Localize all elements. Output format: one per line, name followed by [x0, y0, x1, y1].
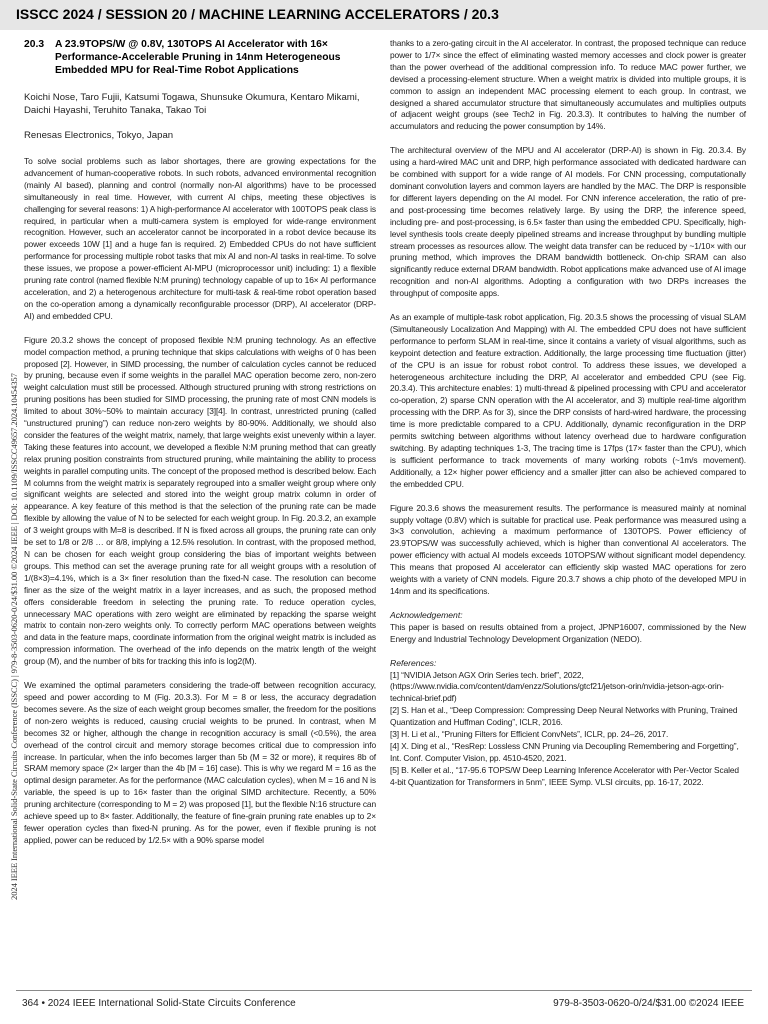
paragraph-optimal-parameters: We examined the optimal parameters considering the trade-off between recognition accuracy, speed and power according to M (Fig. 20.3.3). For M = 8 or less, the accuracy degradation becomes severe. As the size of each weight group becomes smaller, the freedom for the positions of non-zero weights is reduced, causing crucial weights to be pruned. In contrast, when M becomes 32 or higher, although the change in recognition accuracy is small (<0.5%), the area overhead of the control circuit and memory storage becomes critical due to compression info increase. In particular, when the info becomes larger than 5b (M = 32 or more), it requires 8b of SRAM memory space (2× larger than the 4b [M = 16] case). This is why we regard M = 16 as the optimal design parameter. As for the performance (MAC calculation cycles), when M = 16 and N is variable, the speed is up to 16× faster than the original SIMD architecture. Recently, a 50% pruning architecture (corresponding to M = 2) was proposed [1], but the flexible N:16 structure can achieve speed up to 8× faster. Additionally, the feature of fine-grain pruning rate enables up to 2× fewer operation cycles than fixed-N pruning. As for the power, even if flexible pruning is not applied, power can be reduced by 1/2.5× with a 90% sparse model	[24, 680, 376, 845]
reference-item: [4] X. Ding et al., “ResRep: Lossless CNN Pruning via Decoupling Remembering and Forgetting”, Int. Conf. Computer Vision, pp. 4510-4520, 2021.	[390, 740, 739, 763]
acknowledgement-heading: Acknowledgement:	[390, 609, 463, 620]
footer-divider	[16, 990, 752, 991]
reference-item: [2] S. Han et al., “Deep Compression: Compressing Deep Neural Networks with Pruning, Trained Quantization and Huffman Coding”, ICLR, 2016.	[390, 705, 738, 728]
paragraph-architecture: The architectural overview of the MPU and AI accelerator (DRP-AI) is shown in Fig. 20.3.4. By using a hard-wired MAC unit and DRP, high performance associated with dedicated hardware can be combined with support for a wide range of AI models. For CNN processing, computationally dominant convolution layers and common layers are handled by the MAC. The DRP is responsible for different layers depending on the AI model. For CNN inference acceleration, the ratio of pre- and post-processing time becomes relatively large. By using the DRP, the inference speed, including pre- and post-processing, is 6.5× faster than using the embedded CPU. Specifically, high-level synthesis tools create deeply pipelined streams and increase throughput by bundling multiple stream processes as resources allow. The weight data transfer can be reduced by ~1/10× with our pruning method, which improves the DRAM bandwidth bottleneck. On-chip SRAM can also significantly reduce external DRAM bandwidth. Robot applications make advanced use of AI image recognition and non-AI algorithms. Adopting a configuration with two DRPs increases the throughput of composite apps.	[390, 145, 746, 299]
footer-left: 364 • 2024 IEEE International Solid-State Circuits Conference	[22, 998, 296, 1009]
paragraph-power: thanks to a zero-gating circuit in the AI accelerator. In contrast, the proposed technique can reduce power to 1/7× since the effect of eliminating wasted memory accesses and clock power is greater than the power overhead of the additional compression info. To reduce MAC power further, we devised a processing-element structure. When a weight matrix is divided into multiple groups, it is common to assign an independent MAC processing element to each group. In contrast, we designed a shared accumulator structure that simultaneously accumulates and multiplies outputs of adjacent weight groups (see Tech2 in Fig. 20.3.3). It contributes to halving the number of accumulators and reducing the power consumption by 14%.	[390, 38, 746, 132]
paper-authors: Koichi Nose, Taro Fujii, Katsumi Togawa, Shunsuke Okumura, Kentaro Mikami, Daichi Hayashi, Teruhito Tanaka, Takao Toi	[24, 92, 360, 116]
paper-number: 20.3	[24, 39, 45, 50]
running-header	[0, 0, 768, 30]
footer-right: 979-8-3503-0620-0/24/$31.00 ©2024 IEEE	[553, 998, 744, 1009]
paragraph-measurement: Figure 20.3.6 shows the measurement results. The performance is measured mainly at nominal supply voltage (0.8V) which is suitable for practical use. Peak performance was measured using a 3×3 convolution, achieving a maximum performance of 130TOPS. Power efficiency of 23.9TOPS/W was successfully achieved, which is higher than conventional AI accelerators. The power efficiency with actual AI models exceeds 10TOPS/W without significant model dependency. This means that proposed AI accelerator can efficiently skip wasted MAC operations for zero weights with a variety of CNN models. Figure 20.3.7 shows a chip photo of the developed MPU in 14nm and its specifications.	[390, 502, 746, 596]
paragraph-pruning-concept: Figure 20.3.2 shows the concept of proposed flexible N:M pruning technology. As an effective model compaction method, a pruning technique that skips calculations with weighs of 0 has been proposed [2]. However, in SIMD processing, the number of calculation cycles cannot be reduced by pruning, because even if some weights in the parallel MAC operation become zero, non-zero weight calculation must still be processed. Although structured pruning with strong restrictions on pruning positions has been studied for SIMD processing, the pruning rate of most CNN models is limited to about 30%~50% to maintain accuracy [3][4]. In contrast, unrestricted pruning (called “unstructured pruning”) can reduce non-zero weights by 80-90%. Additionally, we should also consider the features of the weight matrix, namely, that large weights exist unevenly within a layer. Taking these features into account, we developed a flexible N:M pruning method that can greatly relax pruning position constraints from structured pruning, while maintaining the ability to process weights in parallel computing units. The concept of the proposed method is described below. Each M columns from the weight matrix is separately regrouped into a smaller weight group where only significant weights are selected and stored into the weight group matrix column in order of appearance. A key feature of this method is that the selection of the pruning rate can be made flexible by allowing the value of N to be selected for each weight group. In Fig. 20.3.2, an example of 3 weight groups with M=8 is described. If N is fixed across all groups, the pruning rate can only be set to 1/8 or 2/8 … or 8/8, implying a 12.5% resolution. In contrast, with the proposed method, N can be chosen for each weight group considering the bias of important weights between groups. This method can set the average pruning rate for all weight groups with a resolution of 1/(8×3)=4.1%, which is a 3× finer resolution than the fixed-N case. The resolution can become finer as the size of the weight matrix in a layer increases, and as such, the proposed method offers considerable freedom in selecting the pruning rate. To reduce operation cycles, unnecessary MAC operations with zero weight are eliminated by repacking the sparse weight matrix to contain non-zero weights only. To correctly perform MAC operations between weights and data in the feature maps, coordinate information from the original weight matrix is included as compression information. The overhead of the info depends on the matrix length of the weight group (M), and the number of bits for tracking this info is log2(M).	[24, 334, 376, 667]
left-column	[24, 38, 376, 847]
acknowledgement-text: This paper is based on results obtained from a project, JPNP16007, commissioned by the New Energy and Industrial Technology Development Organization (NEDO).	[390, 621, 746, 644]
header-title: ISSCC 2024 / SESSION 20 / MACHINE LEARNING ACCELERATORS / 20.3	[16, 6, 499, 22]
paragraph-slam: As an example of multiple-task robot application, Fig. 20.3.5 shows the processing of visual SLAM (Simultaneously Localization And Mapping) with AI. The embedded CPU does not have sufficient performance to perform SLAM in real-time, since it contains a variety of visual algorithms, such as keypoint detection and feature extraction. Additionally, the large processing time fluctuation (jitter) of the CPU is an issue for robust robot control. To address these issues, we developed a heterogeneous architecture including the DRP, AI accelerator and embedded CPU (see Fig. 20.3.4). This architecture enables: 1) multi-thread & pipelined processing with CPU and accelerator co-operation, 2) sparse CNN operation with the AI accelerator, and 3) multiple real-time algorithm processing with the DRP. As for 3), since the DRP consists of hard-wired hardware, the processing time is more predictable compared to a CPU. Additionally, dynamic reconfiguration in the DRP permits switching between algorithms without latency overhead due to hardware configuration switching. By adapting techniques 1-3, The tracing time is 17fps (17× faster than the CPU), which is sufficient performance to track movements of many working robots (~1m/s movement). Additionally, a 12× higher power efficiency and a smaller jitter can also be achieved compared to the embedded CPU.	[390, 312, 746, 489]
reference-item: [1] “NVIDIA Jetson AGX Orin Series tech. brief”, 2022, (https://www.nvidia.com/content/dam/enzz/Solutions/gtcf21/jetson-orin/nvidia-jetson-agx-orin-technical-brief.pdf)	[390, 669, 724, 704]
paragraph-intro: To solve social problems such as labor shortages, there are growing expectations for the advancement of human-cooperative robots. In such robots, advanced environmental recognition (mainly AI based), planning and control (normally non-AI algorithms) have to be processed simultaneously in real time. However, with current AI chips, meeting these objectives is challenging for several reasons: 1) A high-performance AI accelerator with 100TOPS peak class is required, in particular when a multi-camera system is employed for wide-range environment recognition. However, such an accelerator cannot be incorporated in a robot device because its power exceeds 10W [1] and a huge fan is required. 2) Embedded CPUs do not have sufficient performance for processing multiple robot tasks that mix AI and non-AI tasks in real-time. To solve these issues, we propose a power-efficient AI-MPU (microprocessor unit) including: 1) a flexible pruning rate control (named flexible N:M pruning) technology capable of up to 16× AI performance acceleration, and 2) a heterogenous architecture for multi-task & real-time robot operation based on the co-operation among a dynamically reconfigurable processor (DRP), AI accelerator (DRP-AI) and embedded CPU.	[24, 156, 376, 321]
side-strip	[9, 182, 23, 900]
right-column	[390, 38, 746, 789]
reference-item: [5] B. Keller et al., “17-95.6 TOPS/W Deep Learning Inference Accelerator with Per-Vector Scaled 4-bit Quantization for Transformers in 5nm”, IEEE Symp. VLSI circuits, pp. 16-17, 2022.	[390, 764, 739, 787]
references-heading: References:	[390, 657, 437, 668]
paper-title-block	[24, 38, 376, 77]
doi-strip-text: 2024 IEEE International Solid-State Circuits Conference (ISSCC) | 979-8-3503-0620-0/24/$31.00 ©2024 IEEE | DOI: 10.1109/ISSCC49657.2024.10454357	[9, 373, 19, 900]
paper-affiliation: Renesas Electronics, Tokyo, Japan	[24, 130, 174, 141]
reference-item: [3] H. Li et al., “Pruning Filters for Efficient ConvNets”, ICLR, pp. 24–26, 2017.	[390, 729, 669, 740]
paper-title: A 23.9TOPS/W @ 0.8V, 130TOPS AI Accelerator with 16× Performance-Accelerable Pruning in 14nm Heterogeneous Embedded MPU for Real-Time Robot Applications	[55, 39, 341, 76]
